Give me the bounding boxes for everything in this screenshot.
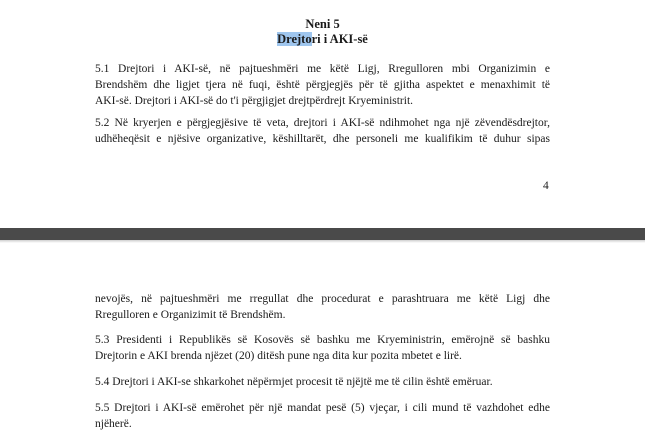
document-page-bottom <box>0 240 645 436</box>
paragraph-5-2-continued <box>95 291 550 323</box>
paragraph-5-3 <box>95 332 550 364</box>
paragraph-line: nevojës, në pajtueshmëri me rregullat dhe procedurat e parashtruara me këtë Ligj dhe <box>95 293 550 305</box>
page-shadow <box>0 240 645 243</box>
paragraph-5-2 <box>95 115 550 147</box>
article-subtitle <box>0 32 645 47</box>
article-subtitle-rest: ri i AKI-së <box>311 32 368 46</box>
paragraph-line: Rregulloren e Organizimit të Brendshëm. <box>95 309 286 321</box>
paragraph-line: Drejtorin e AKI brenda njëzet (20) ditësh pune nga dita kur pozita mbetet e lirë. <box>95 350 462 362</box>
search-highlight: Drejto <box>277 32 312 46</box>
paragraph-line: 5.4 Drejtori i AKI-se shkarkohet nëpërmjet procesit të njëjtë me të cilin është emëruar. <box>95 376 493 388</box>
page-separator <box>0 228 645 240</box>
paragraph-line: 5.3 Presidenti i Republikës së Kosovës së bashku me Kryeministrin, emërojnë së bashku <box>95 334 550 346</box>
paragraph-line: Brendshëm dhe ligjet tjera në fuqi, është përgjegjës për të gjitha aspektet e menaxhimit të <box>95 79 550 91</box>
paragraph-line: 5.2 Në kryerjen e përgjegjësive të veta, drejtori i AKI-së ndihmohet nga një zëvendësdrejtor, <box>95 117 550 129</box>
paragraph-5-1 <box>95 61 550 109</box>
article-title: Neni 5 <box>305 17 340 31</box>
paragraph-5-5 <box>95 400 550 432</box>
paragraph-line: udhëheqësit e njësive organizative, këshilltarët, dhe personeli me kualifikim të duhur sipas <box>95 133 550 145</box>
paragraph-5-4 <box>95 374 550 390</box>
paragraph-line: 5.1 Drejtori i AKI-së, në pajtueshmëri me këtë Ligj, Rregulloren mbi Organizimin e <box>95 63 550 75</box>
paragraph-line: 5.5 Drejtori i AKI-së emërohet për një mandat pesë (5) vjeçar, i cili mund të vazhdohet edhe <box>95 402 550 414</box>
page-number: 4 <box>543 180 549 192</box>
paragraph-line: AKI-së. Drejtori i AKI-së do t'i përgjigjet drejtpërdrejt Kryeministrit. <box>95 95 414 107</box>
paragraph-line: njëherë. <box>95 418 132 430</box>
